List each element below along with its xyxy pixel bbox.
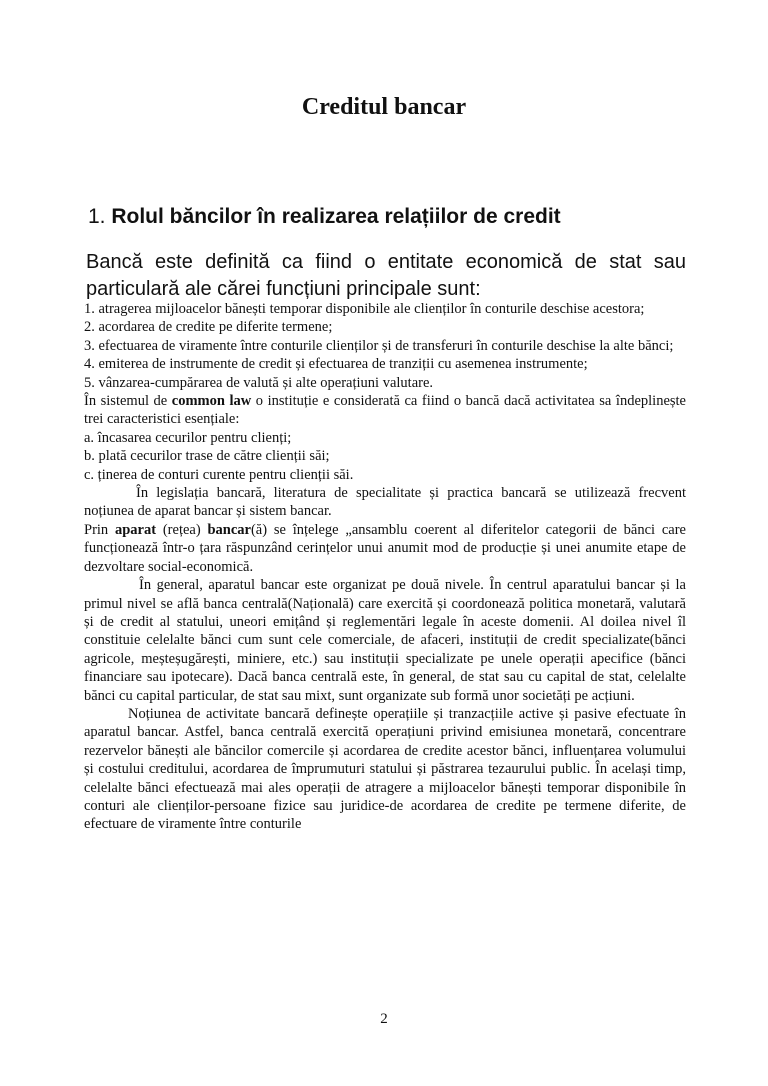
common-law-post: o instituție e considerată ca fiind o bancă dacă activitatea sa îndeplinește trei caracteristici esențiale: [84,393,686,428]
document-title: Creditul bancar [301,94,467,120]
activity-paragraph: Noțiunea de activitate bancară definește operațiile și tranzacțiile active și pasive efectuate în aparatul bancar. Astfel, banca centrală exercită operațiuni privind emisiunea monetară, concentrare rezervelor bănești ale băncilor comercile și acordarea de credite acestor bănci, influențarea volumului și costului creditului, acordarea de împrumuturi statului și păstrarea tezaurului public. În același timp, celelalte bănci efectuează mai ales operații de atragere a mijloacelor bănești temporar disponibile în conturi ale clienților-persoane fizice sau juridice-de acordarea de credite pe termene diferite, de efectuare de viramente între conturile [84,705,686,833]
section-heading [88,205,561,229]
function-item: 3. efectuarea de viramente între conturile clienților și de transferuri în conturile deschise la alte bănci; [84,337,674,354]
definition-post: (ă) se înțelege „ansamblu coerent al diferitelor categorii de bănci care funcționează într-o țara răspunzând cerințelor unui anumit mod de producție și unei anumite etape de dezvoltare social-economică. [84,521,686,575]
definition-mid: (rețea) [156,521,208,538]
function-item: 1. atragerea mijloacelor bănești temporar disponibile ale clienților în conturile deschise acestora; [84,301,645,317]
function-item: 5. vânzarea-cumpărarea de valută și alte operațiuni valutare. [84,374,434,391]
function-item: 4. emiterea de instrumente de credit și efectuarea de tranziții cu asemenea instrumente; [84,356,588,373]
section-heading-text: Rolul băncilor în realizarea relațiilor de credit [111,205,561,228]
function-item: 2. acordarea de credite pe diferite termene; [84,319,333,336]
common-law-paragraph [84,392,686,429]
definition-paragraph [84,521,686,576]
characteristic-item: c. ținerea de conturi curente pentru clienții săi. [84,466,354,483]
common-law-pre: În sistemul de [84,393,172,410]
definition-term-bancar: bancar [207,521,251,538]
bank-definition-intro: Bancă este definită ca fiind o entitate economică de stat sau particulară ale cărei funcțiuni principale sunt: [86,251,686,300]
definition-term-aparat: aparat [114,521,157,538]
common-law-term: common law [171,393,252,410]
definition-pre: Prin [84,521,115,538]
characteristic-item: b. plată cecurilor trase de către clienții săi; [84,448,330,465]
characteristic-item: a. încasarea cecurilor pentru clienți; [84,429,292,446]
legislation-paragraph: În legislația bancară, literatura de specialitate și practica bancară se utilizează frecvent noțiunea de aparat bancar și sistem bancar. [84,485,686,520]
section-number: 1. [88,205,106,228]
page-number: 2 [380,1011,388,1027]
general-paragraph: În general, aparatul bancar este organizat pe două nivele. În centrul aparatului bancar și la primul nivel se află banca centrală(Națională) care exercită și coordonează politica monetară, valutară și de credit al statului, uneori emițând și reglementări legale în aceste domenii. Al doilea nivel îl constituie celelalte bănci cum sunt cele comerciale, de afaceri, instituții de credit specializate(bănci agricole, meșteșugărești, miniere, etc.) sau instituții specializate pe unele operații apecifice (bănci financiare sau ipotecare). Dacă banca centrală este, în general, de stat sau cu capital de stat, celelalte bănci cu capital particular, de stat sau mixt, sunt organizate sub formă unor societăți pe acțiuni. [84,577,686,704]
document-body [84,300,686,834]
